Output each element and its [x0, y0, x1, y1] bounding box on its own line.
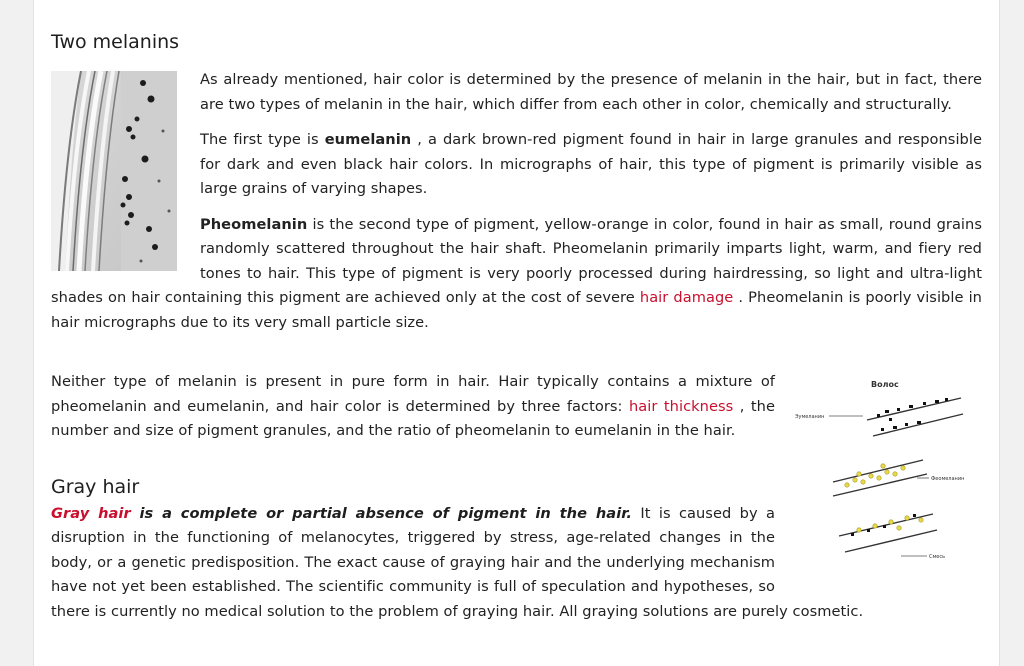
link-hair-damage[interactable]: hair damage — [639, 289, 734, 306]
paragraph-melanin-mix: Neither type of melanin is present in pure form in hair. Hair typically contains a mixture of pheomelanin and eumelanin, and hair color is determined by three factors: hair thickness , the number and size of pigment granules, and the ratio of pheomelanin to eumelanin in the hair. — [51, 373, 775, 439]
term-eumelanin: eumelanin — [324, 131, 412, 148]
term-pheomelanin: Pheomelanin — [200, 215, 308, 233]
article-page — [33, 0, 1000, 666]
label-mix: Смесь — [929, 554, 946, 560]
label-eumelanin: Эумеланин — [795, 414, 825, 420]
paragraph-gray-hair: Gray hair is a complete or partial absence of pigment in the hair. It is caused by a disruption in the functioning of melanocytes, triggered by stress, age-related changes in the body, or a genetic predisposition. The exact cause of graying hair and the underlying mechanism have not yet been established. The scientific community is full of speculation and hypotheses, so there is currently no medical solution to the problem of graying hair. All graying solutions are purely cosmetic. — [51, 504, 864, 620]
link-hair-thickness[interactable]: hair thickness — [628, 397, 734, 415]
paragraph-melanin-intro: As already mentioned, hair color is determined by the presence of melanin in the hair, but in fact, there are two types of melanin in the hair, which differ from each other in color, chemically and structurally. — [200, 71, 982, 113]
label-pheomelanin: Феомеланин — [931, 476, 965, 482]
melanin-types-diagram — [793, 370, 979, 570]
paragraph-eumelanin: The first type is eumelanin , a dark brown-red pigment found in hair in large granules and responsible for dark and even black hair colors. In micrographs of hair, this type of pigment is primarily visible as large grains of varying shapes. — [200, 131, 983, 197]
section-two-melanins — [51, 68, 982, 335]
gray-hair-definition: is a complete or partial absence of pigment in the hair. — [130, 504, 633, 522]
paragraph-pheomelanin: Pheomelanin is the second type of pigment, yellow-orange in color, found in hair as small, round grains randomly scattered throughout the hair shaft. Pheomelanin primarily imparts light, warm, and fiery red tones to hair. This type of pigment is very poorly processed during hairdressing, so light and ultra-light shades on hair containing this pigment are achieved only at the cost of severe hair damage . Pheomelanin is poorly visible in hair micrographs due to its very small particle size. — [51, 215, 982, 331]
section-melanin-mix-and-gray-hair — [51, 370, 982, 624]
diagram-title: Волос — [871, 380, 899, 389]
section-title-gray-hair: Gray hair — [51, 475, 140, 498]
section-title-two-melanins: Two melanins — [51, 31, 180, 53]
hair-micrograph-image — [51, 71, 177, 271]
link-gray-hair[interactable]: Gray hair — [51, 504, 131, 522]
